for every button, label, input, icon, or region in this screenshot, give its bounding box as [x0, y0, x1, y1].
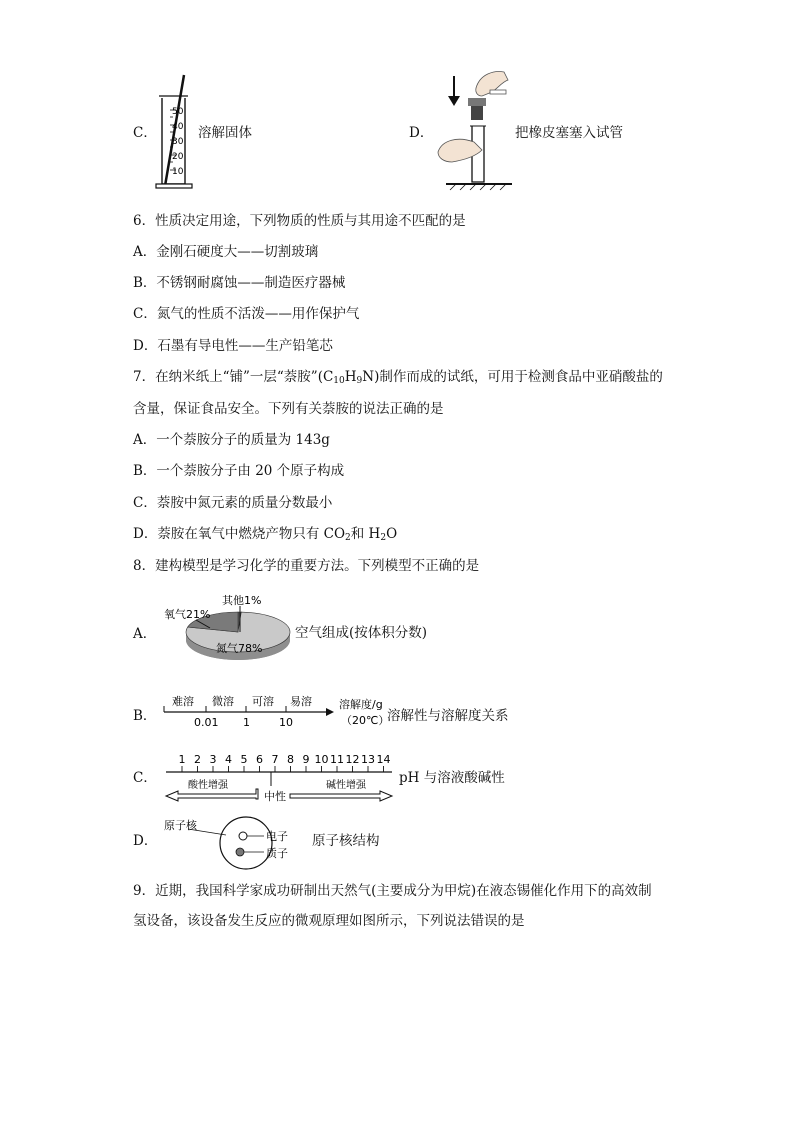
q9-stem-line1: 9．近期，我国科学家成功研制出天然气(主要成分为甲烷)在液态锡催化作用下的高效制	[133, 883, 652, 899]
ph-number: 3	[209, 753, 217, 766]
cyl-tick-40: 40	[172, 122, 184, 132]
solubility-arrow-icon	[326, 708, 334, 716]
nucleus-label: 原子核	[164, 819, 197, 832]
sol-value-10: 10	[279, 716, 293, 729]
cyl-tick-20: 20	[172, 152, 184, 162]
option-c-letter: C．	[133, 125, 157, 141]
rubber-stopper	[471, 106, 483, 120]
ph-scale-figure	[160, 748, 400, 806]
cylinder-base	[156, 184, 192, 188]
sol-temperature: （20℃）	[341, 714, 390, 727]
q6-option-b: B．不锈钢耐腐蚀——制造医疗器械	[133, 275, 346, 291]
sol-unit: 溶解度/g	[339, 698, 383, 711]
nucleus-circle	[220, 817, 272, 869]
sol-label-insoluble: 难溶	[172, 695, 194, 708]
air-composition-pie-chart	[160, 590, 295, 670]
q8-option-b-caption: 溶解性与溶解度关系	[387, 708, 509, 724]
q7-option-d: D．萘胺在氧气中燃烧产物只有 $CO_2$和 $H_2O$	[133, 526, 398, 543]
q8-option-a-caption: 空气组成(按体积分数)	[295, 625, 428, 641]
q6-stem: 6．性质决定用途，下列物质的性质与其用途不匹配的是	[133, 213, 466, 229]
q7-stem-line2: 含量，保证食品安全。下列有关萘胺的说法正确的是	[133, 401, 444, 417]
q8-option-d-caption: 原子核结构	[312, 833, 380, 849]
ph-number: 6	[256, 753, 263, 766]
option-d-letter: D．	[409, 125, 434, 141]
option-c-caption: 溶解固体	[198, 125, 252, 141]
ph-number: 8	[287, 753, 294, 766]
electron-dot	[239, 832, 247, 840]
sol-label-slight: 微溶	[212, 695, 234, 708]
q8-option-b-letter: B．	[133, 708, 157, 724]
q9-stem-line2: 氢设备，该设备发生反应的微观原理如图所示，下列说法错误的是	[133, 913, 525, 929]
q7-stem-line1: 7．在纳米纸上“铺”一层“萘胺$”(C_{10}H_9N)$制作而成的试纸，可用于检测食品中亚硝酸盐的	[133, 369, 663, 386]
ph-number: 5	[240, 753, 248, 766]
lower-hand-icon	[438, 139, 482, 162]
q7-option-b: B．一个萘胺分子由 20 个原子构成	[133, 463, 345, 479]
ph-number: 12	[345, 753, 360, 766]
q7-option-a: A．一个萘胺分子的质量为 143g	[133, 432, 330, 448]
ph-neutral-label: 中性	[264, 790, 286, 803]
cyl-tick-50: 50	[172, 107, 184, 117]
q6-option-d: D．石墨有导电性——生产铅笔芯	[133, 338, 333, 354]
q6-option-c: C．氮气的性质不活泼——用作保护气	[133, 306, 360, 322]
ph-number: 1	[178, 753, 186, 766]
q8-option-c-letter: C．	[133, 770, 157, 786]
electron-label: 电子	[266, 830, 288, 843]
ph-number: 2	[194, 753, 201, 766]
cyl-tick-30: 30	[172, 137, 184, 147]
q6-option-a: A．金刚石硬度大——切割玻璃	[133, 244, 319, 260]
solubility-scale-figure	[160, 692, 390, 732]
sol-value-001: 0.01	[194, 716, 219, 729]
q7-option-c: C．萘胺中氮元素的质量分数最小	[133, 495, 333, 511]
option-d-caption: 把橡皮塞塞入试管	[515, 125, 623, 141]
nucleus-structure-figure	[160, 815, 320, 871]
q8-option-d-letter: D．	[133, 833, 158, 849]
ph-number: 7	[271, 753, 279, 766]
q8-option-a-letter: A．	[133, 626, 157, 642]
pie-label-oxygen: 氧气21%	[164, 608, 211, 621]
graduated-cylinder-figure	[152, 72, 197, 192]
cyl-tick-10: 10	[172, 167, 184, 177]
ph-number: 14	[376, 753, 391, 766]
sol-label-very: 易溶	[290, 695, 312, 708]
ph-number: 4	[225, 753, 232, 766]
ph-number: 13	[361, 753, 375, 766]
base-arrow-icon	[290, 791, 392, 801]
ph-base-label: 碱性增强	[326, 780, 366, 791]
stopper-into-tube-figure	[432, 66, 512, 194]
q8-option-c-caption: pH 与溶液酸碱性	[399, 770, 505, 786]
ph-acid-label: 酸性增强	[188, 780, 228, 791]
ph-number: 10	[314, 753, 329, 766]
proton-label: 质子	[266, 847, 288, 860]
pie-label-other: 其他1%	[222, 594, 262, 607]
q8-stem: 8．建构模型是学习化学的重要方法。下列模型不正确的是	[133, 558, 480, 574]
ph-number: 11	[330, 753, 344, 766]
sol-value-1: 1	[243, 716, 250, 729]
pie-label-nitrogen: 氮气78%	[216, 642, 263, 655]
ph-number: 9	[302, 753, 310, 766]
proton-dot	[236, 848, 244, 856]
sol-label-soluble: 可溶	[252, 695, 274, 708]
